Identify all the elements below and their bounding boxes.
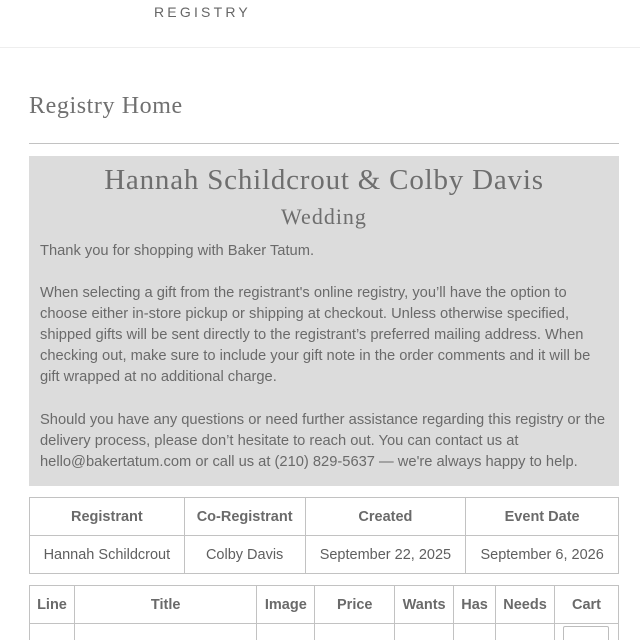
event-date-value: September 6, 2026	[466, 536, 619, 574]
header-has: Has	[454, 586, 496, 624]
intro-paragraph-contact: Should you have any questions or need further assistance regarding this registry or the delivery process, please don’t hesitate to reach out. You can contact us at hello@bakertatum.com or call us at (210) 829-5637 — we're always happy to help.	[40, 412, 605, 470]
header-title: Title	[74, 586, 256, 624]
header-event-date: Event Date	[466, 498, 619, 536]
registry-info-table	[29, 497, 619, 574]
top-navigation	[0, 0, 640, 48]
needs-cell	[496, 624, 555, 640]
line-cell	[30, 624, 75, 640]
registry-info-header-row	[30, 498, 619, 536]
header-image: Image	[257, 586, 315, 624]
registry-items-table	[29, 585, 619, 640]
registrant-names: Hannah Schildcrout & Colby Davis	[104, 164, 544, 196]
page-title: Registry Home	[29, 93, 183, 119]
title-divider	[29, 143, 619, 144]
registry-info-row	[30, 536, 619, 574]
table-row	[30, 624, 619, 640]
image-cell	[257, 624, 315, 640]
header-line: Line	[30, 586, 75, 624]
title-cell	[74, 624, 256, 640]
header-needs: Needs	[496, 586, 555, 624]
co-registrant-value: Colby Davis	[184, 536, 305, 574]
cart-cell	[554, 624, 618, 640]
has-cell	[454, 624, 496, 640]
intro-paragraph-shipping: When selecting a gift from the registrant's online registry, you’ll have the option to choose either in-store pickup or shipping at checkout. Unless otherwise specified, shipped gifts will be sent directly to the registrant’s preferred mailing address. When checking out, make sure to include your gift note in the order comments and it will be gift wrapped at no additional charge.	[40, 285, 591, 385]
header-created: Created	[305, 498, 466, 536]
registry-nav-link[interactable]: REGISTRY	[154, 4, 251, 20]
event-type: Wedding	[281, 204, 367, 229]
created-value: September 22, 2025	[305, 536, 466, 574]
items-header-row	[30, 586, 619, 624]
header-wants: Wants	[395, 586, 454, 624]
header-registrant: Registrant	[30, 498, 185, 536]
header-co-registrant: Co-Registrant	[184, 498, 305, 536]
registrant-value: Hannah Schildcrout	[30, 536, 185, 574]
price-cell	[315, 624, 395, 640]
header-price: Price	[315, 586, 395, 624]
header-cart: Cart	[554, 586, 618, 624]
intro-paragraph-thanks: Thank you for shopping with Baker Tatum.	[40, 243, 315, 259]
registry-intro-panel	[29, 156, 619, 486]
wants-cell	[395, 624, 454, 640]
cart-quantity-input[interactable]	[563, 626, 609, 640]
